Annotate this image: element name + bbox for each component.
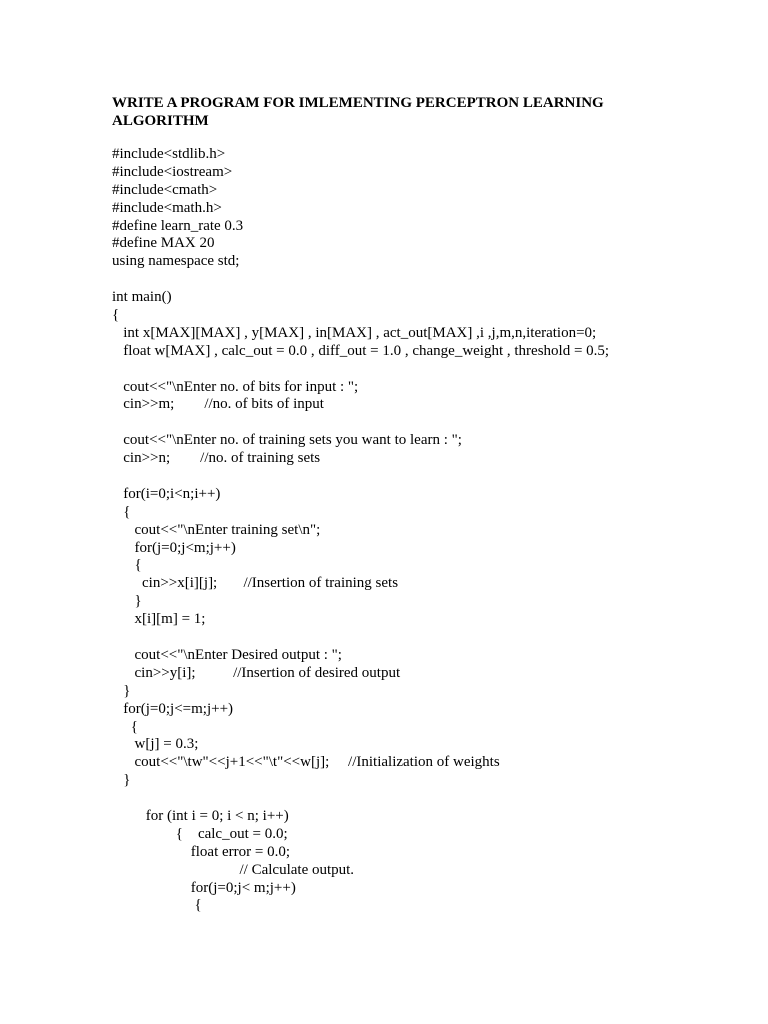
code-line: #define learn_rate 0.3: [112, 217, 244, 234]
code-line: {: [112, 897, 202, 914]
code-line: for(j=0;j<m;j++): [112, 539, 236, 556]
code-line: cout<<"\nEnter no. of bits for input : ";: [112, 378, 359, 395]
code-line: cin>>x[i][j]; //Insertion of training sets: [112, 575, 399, 592]
code-line: for(i=0;i<n;i++): [112, 485, 221, 502]
code-line: [112, 361, 752, 379]
code-line: #include<math.h>: [112, 199, 222, 216]
code-line: {: [112, 307, 120, 324]
code-line: {: [112, 557, 142, 574]
code-line: [112, 468, 752, 486]
code-line: x[i][m] = 1;: [112, 611, 206, 628]
code-block: [112, 146, 752, 915]
code-line: int x[MAX][MAX] , y[MAX] , in[MAX] , act_out[MAX] ,i ,j,m,n,iteration=0;: [112, 324, 597, 341]
code-line: }: [112, 772, 131, 789]
code-line: for(j=0;j<=m;j++): [112, 700, 234, 717]
code-line: using namespace std;: [112, 253, 240, 270]
code-line: cout<<"\tw"<<j+1<<"\t"<<w[j]; //Initialization of weights: [112, 754, 500, 771]
code-line: for(j=0;j< m;j++): [112, 879, 296, 896]
code-line: [112, 271, 752, 289]
code-line: }: [112, 682, 131, 699]
code-line: [112, 414, 752, 432]
code-line: cout<<"\nEnter Desired output : ";: [112, 646, 342, 663]
code-line: // Calculate output.: [112, 861, 355, 878]
code-line: float error = 0.0;: [112, 843, 291, 860]
code-line: for (int i = 0; i < n; i++): [112, 807, 289, 824]
code-line: #define MAX 20: [112, 235, 215, 252]
code-line: cout<<"\nEnter training set\n";: [112, 521, 321, 538]
code-line: cin>>y[i]; //Insertion of desired output: [112, 664, 401, 681]
code-line: cin>>m; //no. of bits of input: [112, 396, 324, 413]
code-line: [112, 790, 752, 808]
code-line: int main(): [112, 289, 172, 306]
code-line: w[j] = 0.3;: [112, 736, 199, 753]
code-line: }: [112, 593, 142, 610]
code-line: #include<stdlib.h>: [112, 146, 226, 162]
code-line: cout<<"\nEnter no. of training sets you want to learn : ";: [112, 432, 462, 449]
document-title: WRITE A PROGRAM FOR IMLEMENTING PERCEPTRON LEARNING ALGORITHM: [112, 95, 604, 129]
code-line: {: [112, 503, 131, 520]
code-line: { calc_out = 0.0;: [112, 825, 288, 842]
code-line: {: [112, 718, 138, 735]
code-line: [112, 629, 752, 647]
code-line: float w[MAX] , calc_out = 0.0 , diff_out = 1.0 , change_weight , threshold = 0.5;: [112, 342, 610, 359]
code-line: cin>>n; //no. of training sets: [112, 450, 321, 467]
code-line: #include<cmath>: [112, 181, 218, 198]
code-line: #include<iostream>: [112, 163, 233, 180]
